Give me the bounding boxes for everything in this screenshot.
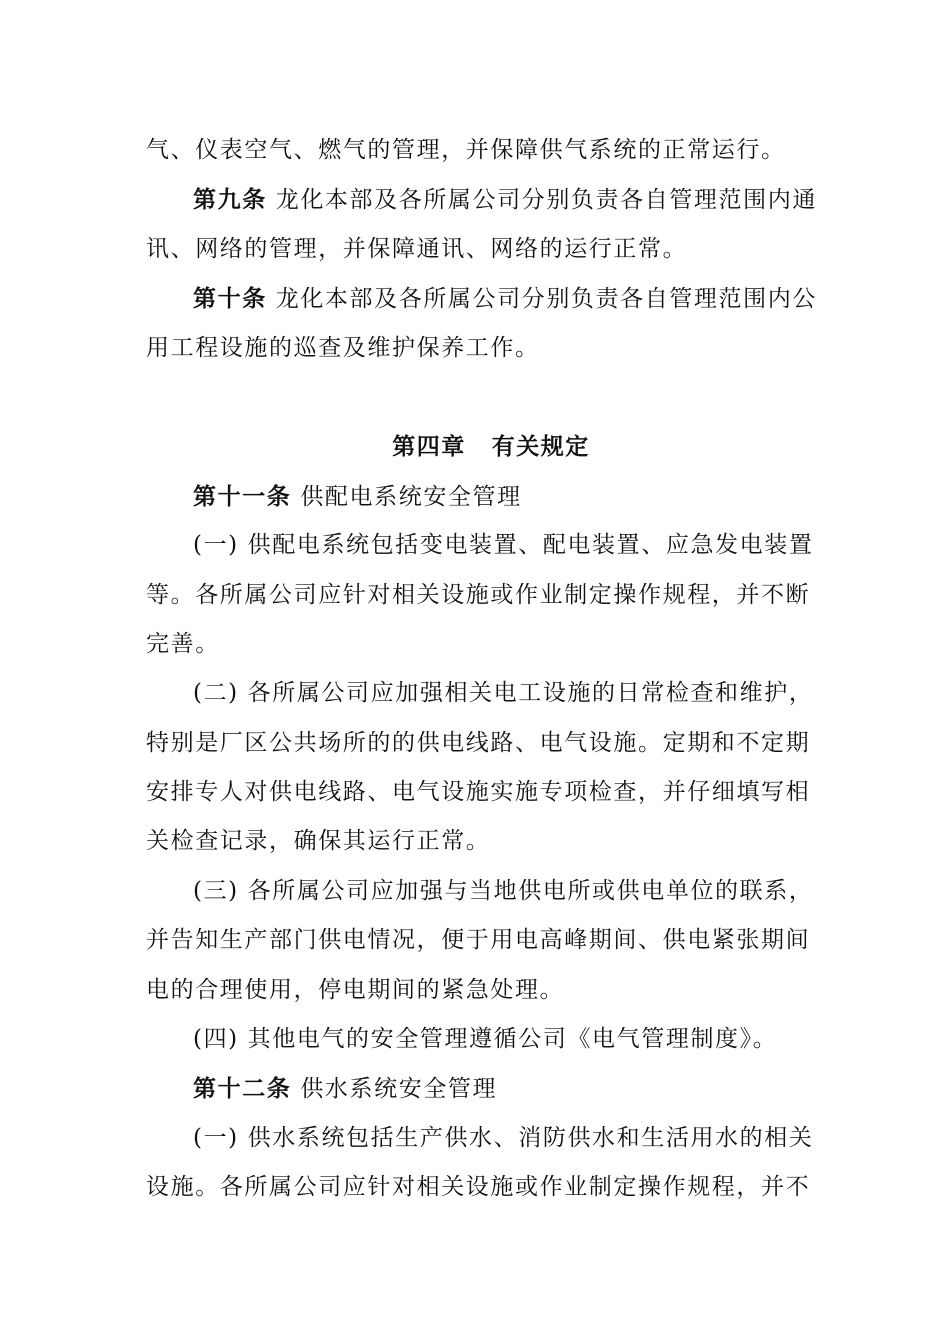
paragraph-line: 完善。 — [146, 630, 220, 657]
chapter-title: 有关规定 — [491, 433, 590, 461]
paragraph-line: 讯、网络的管理，并保障通讯、网络的运行正常。 — [146, 235, 688, 262]
paragraph-line: (三) 各所属公司应加强与当地供电所或供电单位的联系， — [193, 877, 814, 904]
paragraph-line: 并告知生产部门供电情况，便于用电高峰期间、供电紧张期间 — [146, 927, 811, 954]
paragraph-line: 电的合理使用，停电期间的紧急处理。 — [146, 976, 565, 1003]
article-label: 第十二条 — [193, 1075, 292, 1103]
spacer — [146, 373, 806, 422]
paragraph-line: 特别是厂区公共场所的的供电线路、电气设施。定期和不定期 — [146, 729, 811, 756]
paragraph-line: (四) 其他电气的安全管理遵循公司《电气管理制度》。 — [193, 1026, 778, 1053]
chapter-heading — [146, 422, 806, 471]
document-page — [146, 126, 817, 1213]
article-label: 第九条 — [193, 186, 267, 214]
article-label: 第十条 — [193, 285, 267, 313]
paragraph-line: 用工程设施的巡查及维护保养工作。 — [146, 334, 540, 361]
paragraph-line: 气、仪表空气、燃气的管理，并保障供气系统的正常运行。 — [146, 137, 786, 163]
article-label: 第十一条 — [193, 482, 292, 510]
article-10-line: 第十条 龙化本部及各所属公司分别负责各自管理范围内公 — [193, 285, 817, 313]
paragraph-line: 设施。各所属公司应针对相关设施或作业制定操作规程，并不 — [146, 1174, 811, 1201]
paragraph-line: (一) 供水系统包括生产供水、消防供水和生活用水的相关 — [193, 1124, 814, 1151]
paragraph-line: 关检查记录，确保其运行正常。 — [146, 828, 491, 855]
chapter-number: 第四章 — [392, 433, 466, 461]
article-11-line: 第十一条 供配电系统安全管理 — [193, 482, 522, 510]
article-9-line: 第九条 龙化本部及各所属公司分别负责各自管理范围内通 — [193, 186, 817, 214]
article-12-line: 第十二条 供水系统安全管理 — [193, 1075, 498, 1103]
paragraph-line: (一) 供配电系统包括变电装置、配电装置、应急发电装置 — [193, 532, 814, 559]
paragraph-line: 安排专人对供电线路、电气设施实施专项检查，并仔细填写相 — [146, 779, 811, 806]
paragraph-line: (二) 各所属公司应加强相关电工设施的日常检查和维护， — [193, 680, 814, 707]
paragraph-line: 等。各所属公司应针对相关设施或作业制定操作规程，并不断 — [146, 581, 811, 608]
